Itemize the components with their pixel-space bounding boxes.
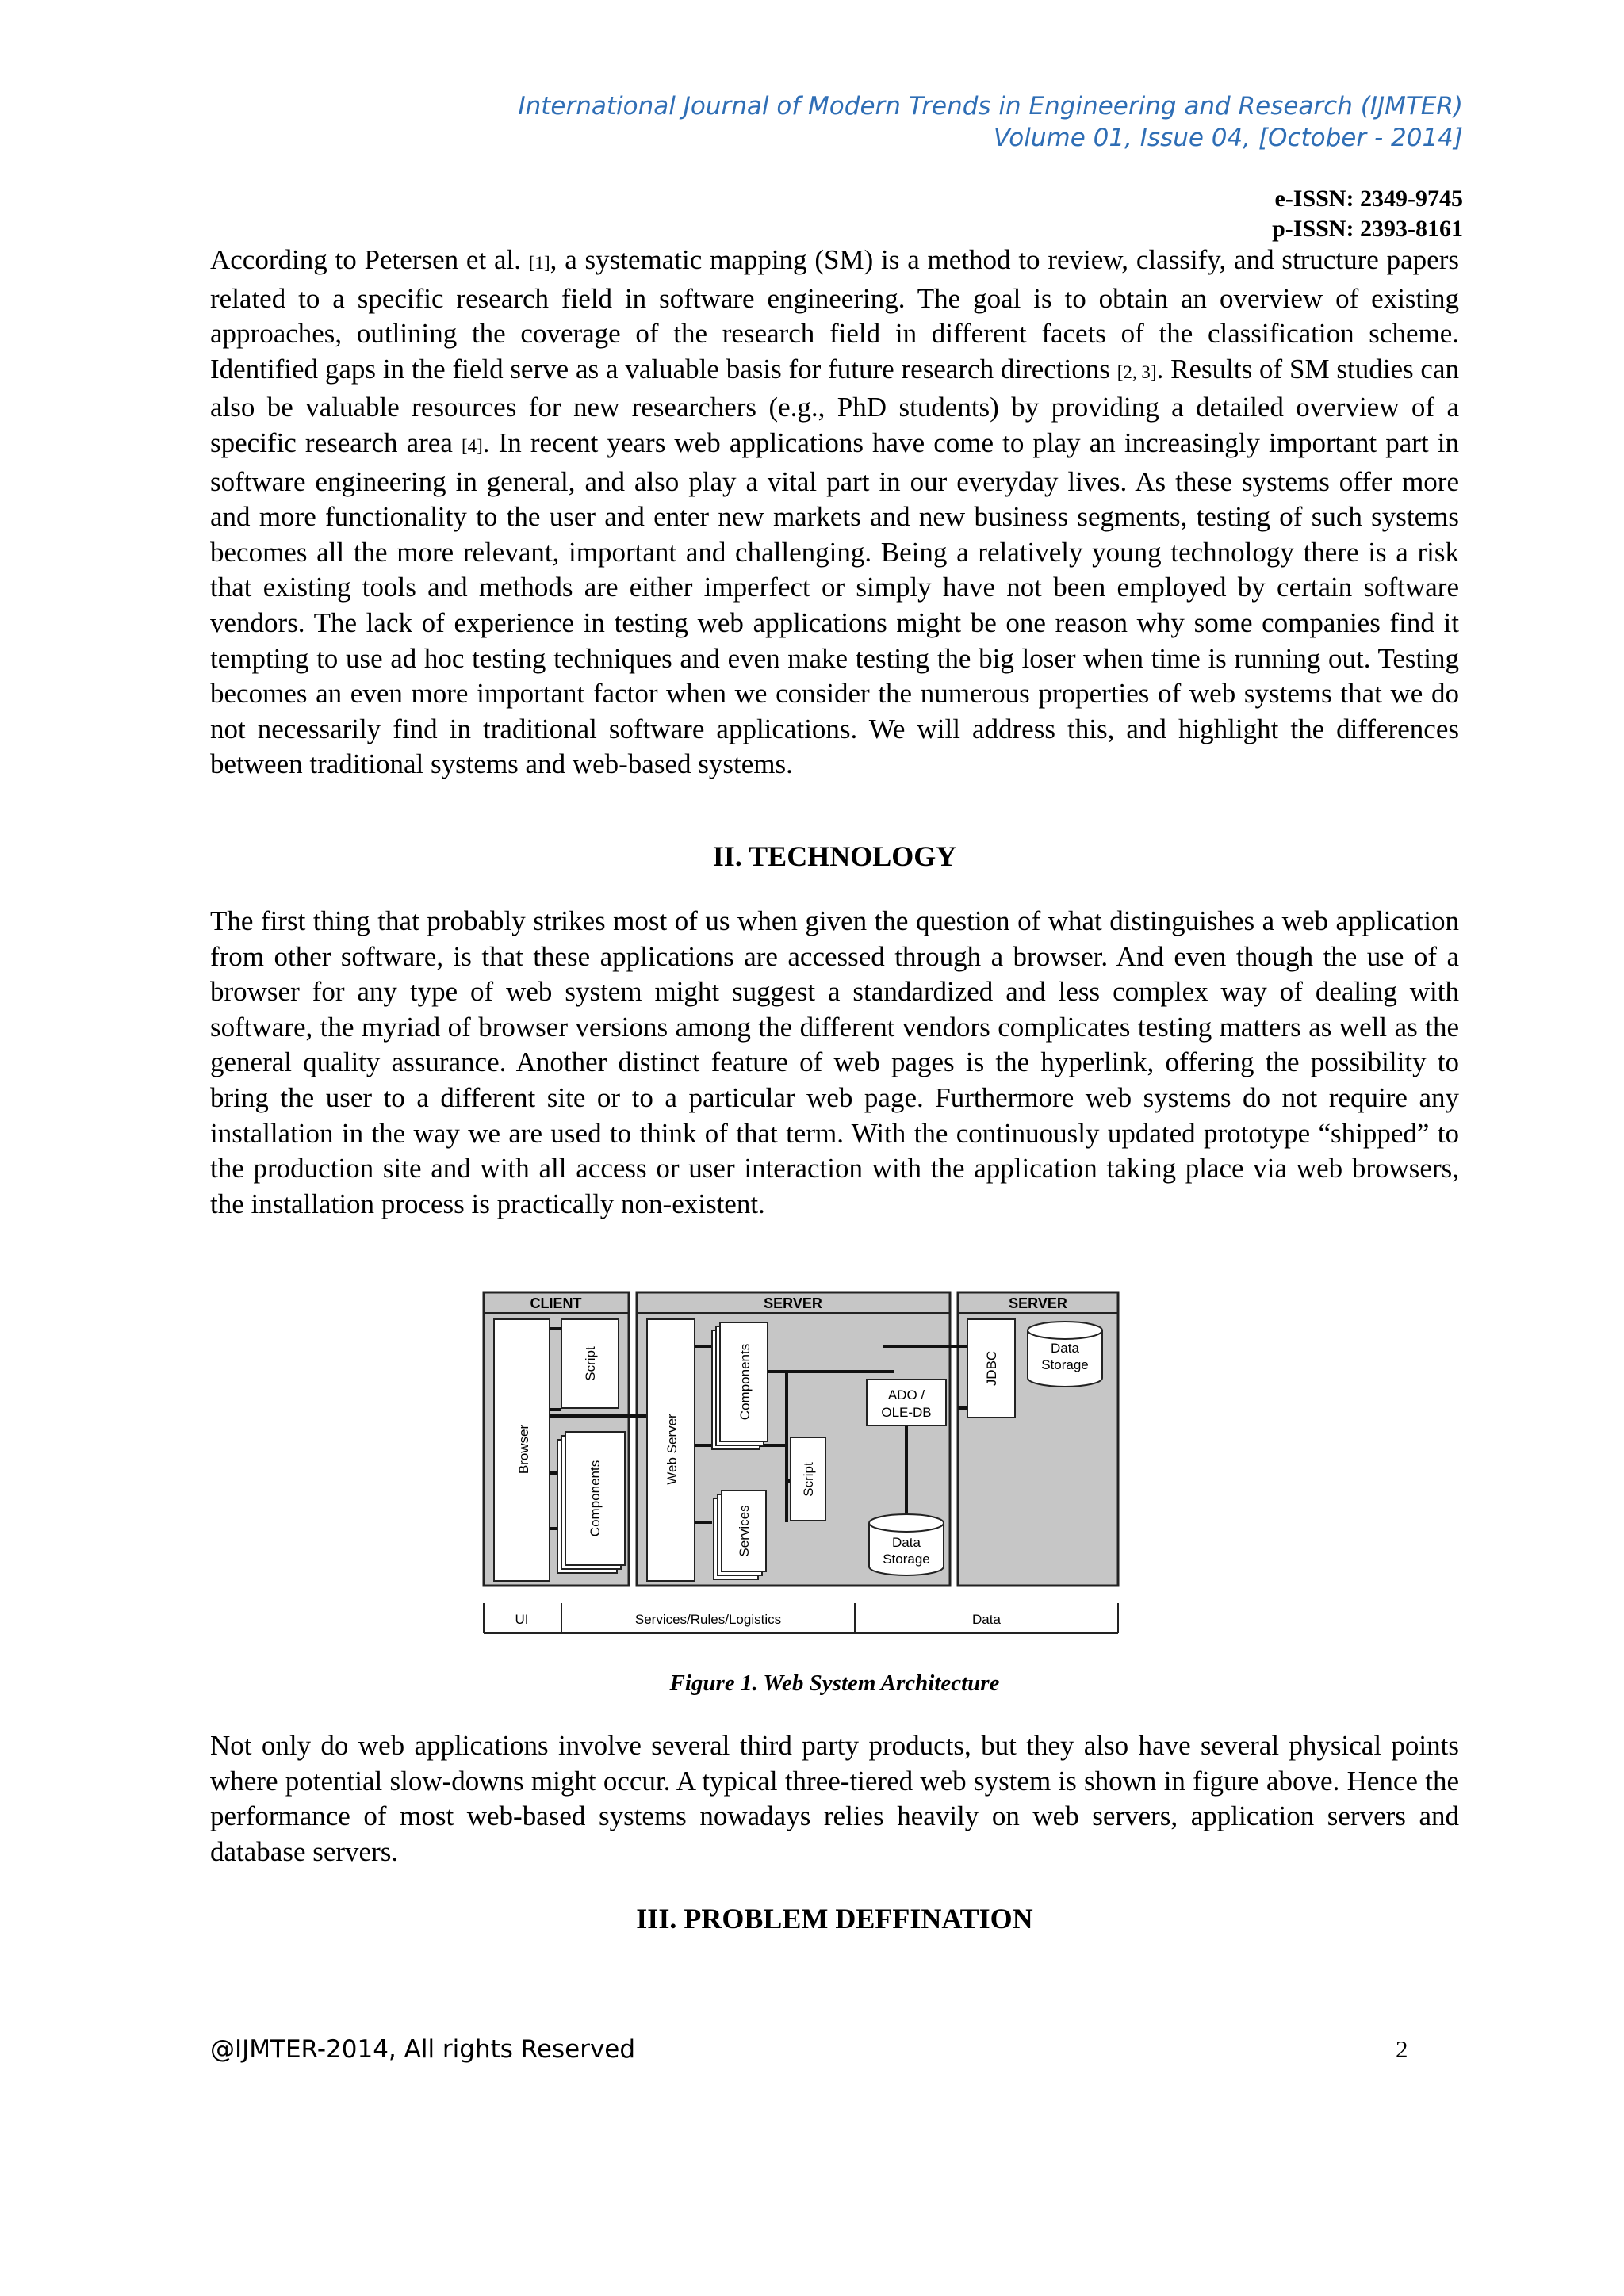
- architecture-figure: [482, 1291, 1120, 1636]
- citation-1: [1]: [528, 253, 550, 273]
- journal-volume: Volume 01, Issue 04, [October - 2014]: [993, 124, 1463, 152]
- technology-paragraph: The first thing that probably strikes most of us when given the question of what distinguishes a web application from other software, is that these applications are accessed through a browser. And even though the use of a browser for any type of web system might suggest a standardized and less complex way of dealing with software, the myriad of browser versions among the different vendors complicates testing matters as well as the general quality assurance. Another distinct feature of web pages is the hyperlink, offering the possibility to bring the user to a different site or to a particular web page. Furthermore web systems do not require any installation in the way we are used to think of that term. With the continuously updated prototype “shipped” to the production site and with all access or user interaction with the application taking place via web browsers, the installation process is practically non-existent.: [210, 905, 1459, 1219]
- intro-paragraph: [210, 243, 1459, 783]
- section-title-technology: II. TECHNOLOGY: [712, 840, 957, 872]
- citation-4: [4]: [461, 435, 483, 456]
- client-components-label: Components: [588, 1460, 603, 1537]
- tier-data-label: Data: [972, 1612, 1001, 1627]
- data-storage-1-line1: Data: [892, 1535, 921, 1550]
- web-server-label: Web Server: [665, 1414, 680, 1485]
- tier-services-label: Services/Rules/Logistics: [634, 1612, 782, 1627]
- client-label: CLIENT: [530, 1295, 582, 1311]
- services-label: Services: [737, 1505, 752, 1557]
- oledb-label: OLE-DB: [881, 1405, 932, 1420]
- architecture-diagram: [482, 1291, 1120, 1636]
- data-storage-2-line1: Data: [1051, 1341, 1079, 1356]
- data-storage-2-line2: Storage: [1041, 1357, 1089, 1372]
- server-label-1: SERVER: [764, 1295, 822, 1311]
- server-script-label: Script: [801, 1462, 816, 1497]
- citation-2-3: [2, 3]: [1116, 362, 1157, 382]
- pissn: p-ISSN: 2393-8161: [1272, 216, 1463, 242]
- intro-text-3: . Results of SM studies can also be valuable resources for new researchers (e.g., PhD students) by providing a detailed overview of a specific research area: [210, 353, 1460, 458]
- intro-text-4: . In recent years web applications have come to play an increasingly important part in software engineering in general, and also play a vital part in our everyday lives. As these systems offer more and more functionality to the user and enter new markets and new business segments, testing of such systems becomes all the more relevant, important and challenging. Being a relatively young technology there is a risk that existing tools and methods are either imperfect or simply have not been employed by certain software vendors. The lack of experience in testing web applications might be one reason why some companies find it tempting to use ad hoc testing techniques and even make testing the big loser when time is running out. Testing becomes an even more important factor when we consider the numerous properties of web systems that we do not necessarily find in traditional software applications. We will address this, and highlight the differences between traditional systems and web-based systems.: [210, 427, 1459, 780]
- tier-ui-label: UI: [515, 1612, 529, 1627]
- intro-text-2: , a systematic mapping (SM) is a method to review, classify, and structure papers related to a specific research field in software engineering. The goal is to obtain an overview of existing approaches, outlining the coverage of the research field in different facets of the classification scheme. Identified gaps in the field serve as a valuable basis for future research directions: [210, 244, 1459, 385]
- intro-text-1: According to Petersen et al.: [210, 244, 529, 275]
- journal-title: International Journal of Modern Trends in Engineering and Research (IJMTER): [518, 92, 1463, 121]
- figure-caption: Figure 1. Web System Architecture: [669, 1670, 1000, 1696]
- page-number: 2: [1396, 2035, 1408, 2063]
- after-figure-paragraph: Not only do web applications involve several third party products, but they also have several physical points where potential slow-downs might occur. A typical three-tiered web system is shown in figure above. Hence the performance of most web-based systems nowadays relies heavily on web servers, application servers and database servers.: [210, 1730, 1459, 1867]
- browser-label: Browser: [516, 1424, 531, 1475]
- server-label-2: SERVER: [1009, 1295, 1067, 1311]
- issn-block: [1110, 184, 1463, 244]
- client-script-label: Script: [583, 1346, 598, 1381]
- footer-copyright: @IJMTER-2014, All rights Reserved: [210, 2035, 636, 2064]
- eissn: e-ISSN: 2349-9745: [1274, 186, 1463, 212]
- data-storage-1-line2: Storage: [883, 1552, 930, 1567]
- jdbc-label: JDBC: [984, 1350, 999, 1387]
- server-components-label: Components: [737, 1343, 753, 1421]
- journal-header: [238, 90, 1463, 154]
- section-title-problem: III. PROBLEM DEFFINATION: [636, 1903, 1033, 1934]
- ado-label: ADO /: [887, 1387, 925, 1402]
- tier-bar: [484, 1603, 1118, 1633]
